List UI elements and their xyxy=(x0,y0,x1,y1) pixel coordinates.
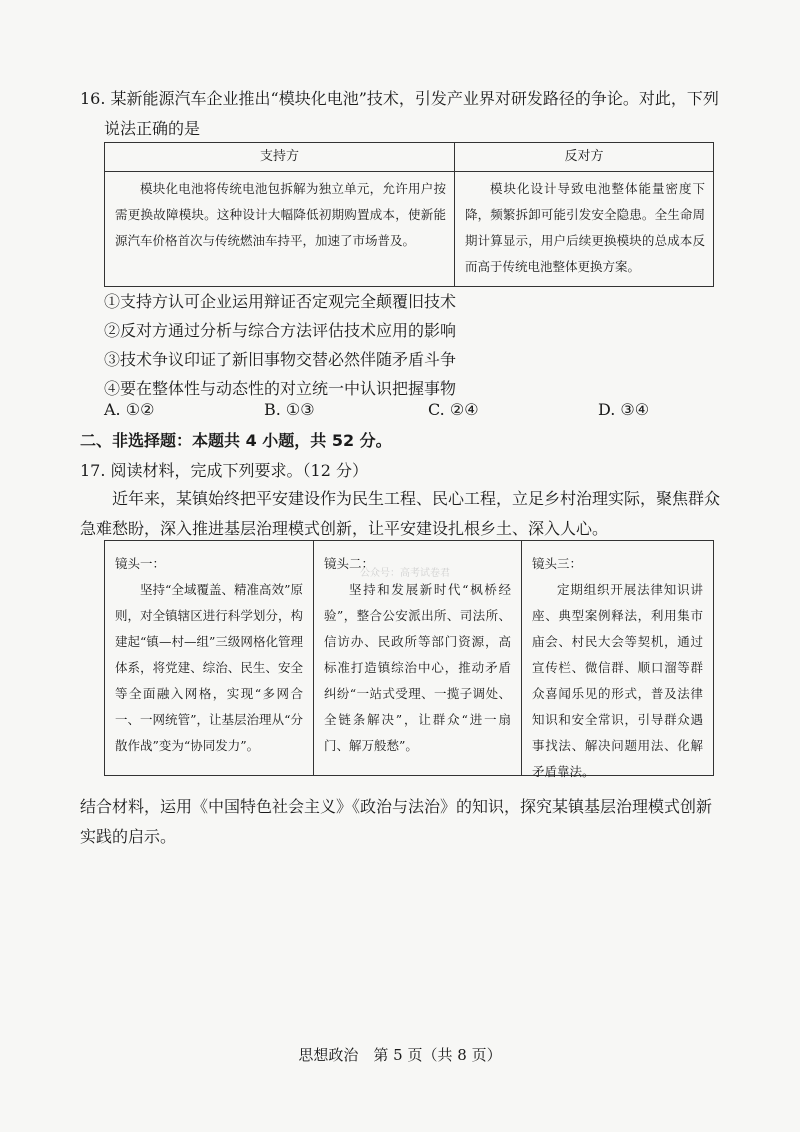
page-footer: 思想政治 第 5 页（共 8 页） xyxy=(298,1046,502,1064)
answer-choice-d: D. ③④ xyxy=(598,400,650,419)
table-cell-oppose: 模块化设计导致电池整体能量密度下降，频繁拆卸可能引发安全隐患。全生命周期计算显示，用户后续更换模块的总成本反而高于传统电池整体更换方案。 xyxy=(455,172,714,287)
statement-4: ④要在整体性与动态性的对立统一中认识把握事物 xyxy=(104,379,457,398)
table-header-support: 支持方 xyxy=(105,143,455,172)
statement-options xyxy=(104,287,456,403)
scene-1 xyxy=(105,541,313,775)
table-header-oppose: 反对方 xyxy=(455,143,714,172)
scene-1-heading: 镜头一： xyxy=(115,556,166,571)
question-16 xyxy=(80,84,720,144)
question-17-task: 结合材料，运用《中国特色社会主义》《政治与法治》的知识，探究某镇基层治理模式创新实践的启示。 xyxy=(80,797,713,846)
answer-choice-a: A. ①② xyxy=(104,400,155,419)
scene-1-body: 坚持“全域覆盖、精准高效”原则，对全镇辖区进行科学划分，构建起“镇—村—组”三级网格化管理体系，将党建、综治、民生、安全等全面融入网格，实现“多网合一、一网统管”，让基层治理从“分散作战”变为“协同发力”。 xyxy=(115,582,303,753)
scene-2-heading: 镜头二： xyxy=(324,556,375,571)
statement-1: ①支持方认可企业运用辩证否定观完全颠覆旧技术 xyxy=(104,292,457,311)
statement-3: ③技术争议印证了新旧事物交替必然伴随矛盾斗争 xyxy=(104,350,457,369)
viewpoint-table xyxy=(104,142,714,287)
scene-3 xyxy=(521,541,713,779)
question-17-intro: 近年来，某镇始终把平安建设作为民生工程、民心工程，立足乡村治理实际，聚焦群众急难愁盼，深入推进基层治理模式创新，让平安建设扎根乡土、深入人心。 xyxy=(80,489,721,538)
scene-3-heading: 镜头三： xyxy=(532,556,583,571)
question-16-stem: 16. 某新能源汽车企业推出“模块化电池”技术，引发产业界对研发路径的争论。对此，下列说法正确的是 xyxy=(80,89,719,138)
answer-choice-b: B. ①③ xyxy=(264,400,315,419)
table-cell-support: 模块化电池将传统电池包拆解为独立单元，允许用户按需更换故障模块。这种设计大幅降低初期购置成本，使新能源汽车价格首次与传统燃油车持平，加速了市场普及。 xyxy=(105,172,455,287)
watermark: 公众号：高考试卷君 xyxy=(360,568,450,579)
answer-choice-c: C. ②④ xyxy=(428,400,479,419)
scene-3-body: 定期组织开展法律知识讲座、典型案例释法，利用集市庙会、村民大会等契机，通过宣传栏、微信群、顺口溜等群众喜闻乐见的形式，普及法律知识和安全常识，引导群众遇事找法、解决问题用法、化解矛盾靠法。 xyxy=(532,582,703,779)
question-17-stem: 17. 阅读材料，完成下列要求。（12 分） xyxy=(80,461,368,480)
section-heading: 二、非选择题：本题共 4 小题，共 52 分。 xyxy=(80,431,392,450)
statement-2: ②反对方通过分析与综合方法评估技术应用的影响 xyxy=(104,321,457,340)
scene-2-body: 坚持和发展新时代“枫桥经验”，整合公安派出所、司法所、信访办、民政所等部门资源，高标准打造镇综治中心，推动矛盾纠纷“一站式受理、一揽子调处、全链条解决”，让群众“进一扇门、解万般愁”。 xyxy=(324,582,511,753)
